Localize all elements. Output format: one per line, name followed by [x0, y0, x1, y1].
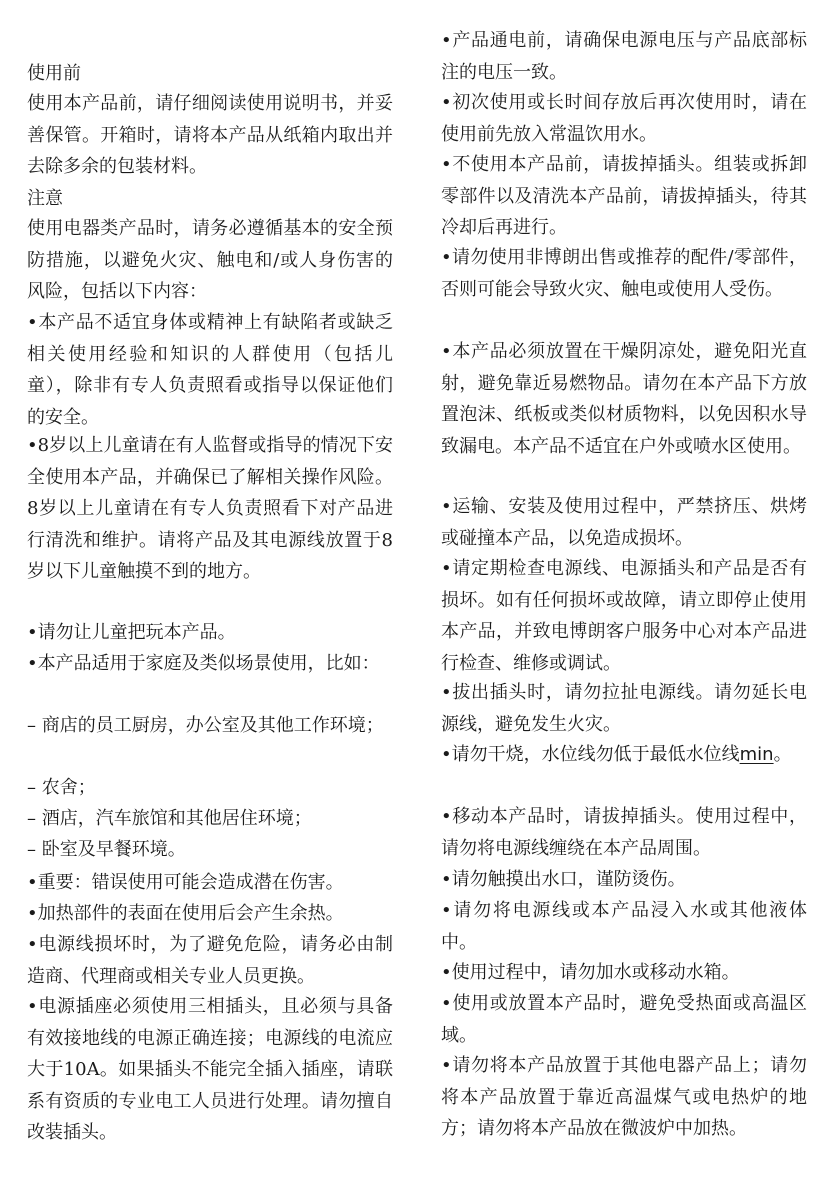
item-9-end: 。: [773, 744, 792, 765]
right-item-8: [441, 677, 807, 740]
left-sub-2: [27, 772, 393, 804]
list-item: •电源线损坏时，为了避免危险，请务必由制造商、代理商或相关专业人员更换。: [27, 934, 393, 987]
left-sub-4: [27, 834, 393, 866]
list-item: •电源插座必须使用三相插头，且必须与具备有效接地线的电源正确连接；电源线的电流应大于10A。如果插头不能完全插入插座，请联系有资质的专业电工人员进行处理。请勿擅自改装插头。: [27, 996, 393, 1143]
left-item-6: [27, 898, 393, 930]
list-item: •请勿触摸出水口，谨防烫伤。: [441, 869, 686, 890]
right-item-9: [441, 739, 807, 771]
list-item: •移动本产品时，请拔掉插头。使用过程中，请勿将电源线缠绕在本产品周围。: [441, 806, 807, 859]
list-item: •请勿将电源线或本产品浸入水或其他液体中。: [441, 900, 807, 953]
right-item-7: [441, 553, 807, 679]
sub-list-item: – 卧室及早餐环境。: [27, 839, 186, 860]
right-item-10: [441, 801, 807, 864]
list-item: •不使用本产品前，请拔掉插头。组装或拆卸零部件以及清洗本产品前，请拔掉插头，待其冷却后再进行。: [441, 154, 807, 238]
right-item-2: [441, 87, 807, 150]
right-item-1: [441, 25, 807, 88]
right-item-12: [441, 895, 807, 958]
heading-before: 使用前: [27, 63, 81, 84]
list-item: •使用或放置本产品时，避免受热面或高温区域。: [441, 993, 807, 1046]
sub-list-item: – 农舍；: [27, 777, 96, 798]
right-item-15: [441, 1050, 807, 1145]
left-item-8: [27, 991, 393, 1149]
right-item-14: [441, 988, 807, 1051]
section-before: [27, 56, 393, 92]
list-item: •重要：错误使用可能会造成潜在伤害。: [27, 872, 344, 893]
list-item: •本产品适用于家庭及类似场景使用，比如：: [27, 653, 380, 674]
before-text-block: [27, 88, 393, 183]
left-sub-1: [27, 710, 393, 742]
sub-list-item: – 商店的员工厨房，办公室及其他工作环境；: [27, 715, 384, 736]
left-item-4: [27, 648, 393, 680]
right-item-5: [441, 336, 807, 462]
before-text: 使用本产品前，请仔细阅读使用说明书，并妥善保管。开箱时，请将本产品从纸箱内取出并去除多余的包装材料。: [27, 93, 393, 177]
right-item-3: [441, 149, 807, 244]
list-item: •产品通电前，请确保电源电压与产品底部标注的电压一致。: [441, 30, 807, 83]
left-sub-3: [27, 803, 393, 835]
list-item: •初次使用或长时间存放后再次使用时，请在使用前先放入常温饮用水。: [441, 92, 807, 145]
min-label: min: [739, 744, 774, 765]
right-item-4: [441, 242, 807, 305]
right-item-6: [441, 491, 807, 554]
left-item-2: [27, 430, 393, 588]
list-item: [441, 739, 807, 771]
sub-list-item: – 酒店，汽车旅馆和其他居住环境；: [27, 808, 312, 829]
right-item-13: [441, 957, 807, 989]
section-notice: [27, 181, 393, 217]
list-item: •运输、安装及使用过程中，严禁挤压、烘烤或碰撞本产品，以免造成损坏。: [441, 496, 807, 549]
list-item: •8岁以上儿童请在有人监督或指导的情况下安全使用本产品，并确保已了解相关操作风险。8岁以上儿童请在有专人负责照看下对产品进行清洗和维护。请将产品及其电源线放置于8岁以下儿童触摸不到的地方。: [27, 435, 393, 582]
left-item-3: [27, 617, 393, 649]
list-item: •本产品不适宜身体或精神上有缺陷者或缺乏相关使用经验和知识的人群使用（包括儿童），除非有专人负责照看或指导以保证他们的安全。: [27, 312, 393, 428]
heading-notice: 注意: [27, 188, 63, 209]
list-item: •使用过程中，请勿加水或移动水箱。: [441, 962, 740, 983]
item-9-text: •请勿干烧，水位线勿低于最低水位线: [441, 744, 740, 765]
bottom-edge: [0, 1186, 840, 1192]
right-item-11: [441, 864, 807, 896]
list-item: •请定期检查电源线、电源插头和产品是否有损坏。如有任何损坏或故障，请立即停止使用本产品，并致电博朗客户服务中心对本产品进行检查、维修或调试。: [441, 558, 807, 674]
left-item-1: [27, 307, 393, 433]
left-item-5: [27, 867, 393, 899]
notice-intro-block: [27, 213, 393, 308]
list-item: •本产品必须放置在干燥阴凉处，避免阳光直射，避免靠近易燃物品。请勿在本产品下方放置泡沫、纸板或类似材质物料，以免因积水导致漏电。本产品不适宜在户外或喷水区使用。: [441, 341, 807, 457]
notice-intro: 使用电器类产品时，请务必遵循基本的安全预防措施，以避免火灾、触电和/或人身伤害的风险，包括以下内容：: [27, 218, 393, 302]
list-item: •请勿使用非博朗出售或推荐的配件/零部件，否则可能会导致火灾、触电或使用人受伤。: [441, 247, 807, 300]
list-item: •拔出插头时，请勿拉扯电源线。请勿延长电源线，避免发生火灾。: [441, 682, 807, 735]
list-item: •加热部件的表面在使用后会产生余热。: [27, 903, 344, 924]
left-item-7: [27, 929, 393, 992]
list-item: •请勿让儿童把玩本产品。: [27, 622, 236, 643]
list-item: •请勿将本产品放置于其他电器产品上；请勿将本产品放置于靠近高温煤气或电热炉的地方；请勿将本产品放在微波炉中加热。: [441, 1055, 807, 1139]
